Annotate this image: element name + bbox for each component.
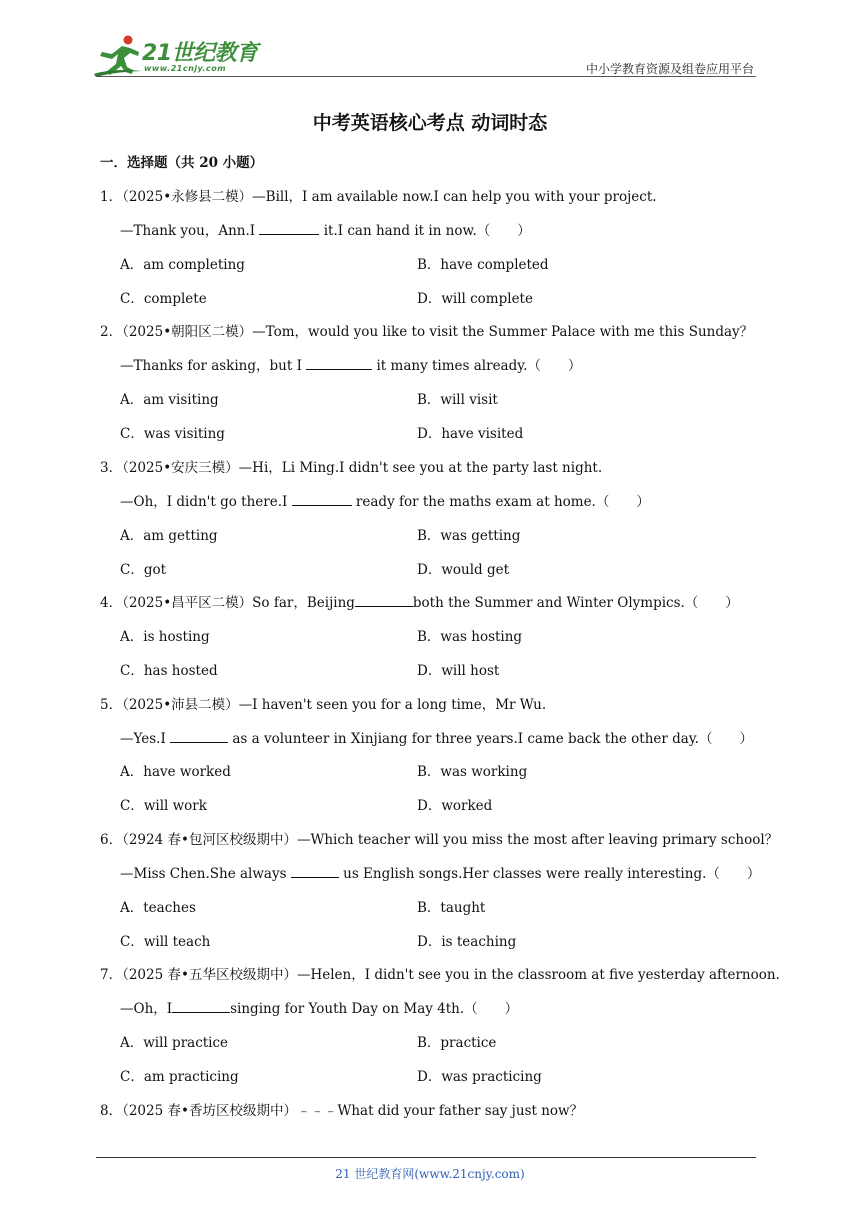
page-footer: 21 世纪教育网(www.21cnjy.com) bbox=[335, 1167, 525, 1181]
question-stem: 4．（2025•昌平区二模）So far，Beijing both the Summer and Winter Olympics.（ ） bbox=[100, 595, 739, 611]
answer-blank bbox=[291, 865, 339, 878]
answer-blank bbox=[259, 222, 319, 235]
question-reply: —Thanks for asking，but I it many times already.（ ） bbox=[120, 358, 582, 374]
question-stem: 6．（2924 春•包河区校级期中）—Which teacher will you miss the most after leaving primary school？ bbox=[100, 832, 779, 848]
option-c: C．got bbox=[120, 562, 167, 578]
question-stem: 5．（2025•沛县二模）—I haven't seen you for a long time，Mr Wu. bbox=[100, 697, 547, 713]
option-c: C．was visiting bbox=[120, 426, 225, 442]
option-b: B．was hosting bbox=[417, 629, 523, 645]
option-c: C．will work bbox=[120, 798, 207, 814]
option-b: B．have completed bbox=[417, 257, 549, 273]
header-platform-text: 中小学教育资源及组卷应用平台 bbox=[585, 62, 754, 76]
option-a: A．will practice bbox=[120, 1035, 229, 1051]
option-d: D．worked bbox=[417, 798, 493, 814]
option-a: A．have worked bbox=[120, 764, 231, 780]
option-b: B．was working bbox=[417, 764, 528, 780]
option-d: D．was practicing bbox=[417, 1069, 542, 1085]
option-a: A．am visiting bbox=[120, 392, 219, 408]
option-c: C．complete bbox=[120, 291, 207, 307]
page-header bbox=[0, 0, 860, 80]
option-b: B．practice bbox=[417, 1035, 497, 1051]
question-reply: —Miss Chen.She always us English songs.Her classes were really interesting.（ ） bbox=[120, 866, 761, 882]
option-d: D．would get bbox=[417, 562, 510, 578]
page-title: 中考英语核心考点 动词时态 bbox=[312, 112, 548, 134]
option-c: C．am practicing bbox=[120, 1069, 239, 1085]
option-a: A．teaches bbox=[120, 900, 196, 916]
question-reply: —Thank you，Ann.I it.I can hand it in now.（ ） bbox=[120, 223, 531, 239]
option-d: D．will complete bbox=[417, 291, 533, 307]
question-stem: 3．（2025•安庆三模）—Hi，Li Ming.I didn't see you at the party last night. bbox=[100, 460, 603, 476]
question-stem: 8．（2025 春•香坊区校级期中）﹣﹣﹣What did your father say just now？ bbox=[100, 1103, 584, 1119]
header-divider bbox=[96, 76, 756, 77]
answer-blank bbox=[292, 493, 352, 506]
option-c: C．will teach bbox=[120, 934, 211, 950]
logo-url: www.21cnjy.com bbox=[144, 64, 227, 73]
runner-logo-icon bbox=[92, 34, 144, 78]
option-b: B．taught bbox=[417, 900, 486, 916]
option-a: A．am getting bbox=[120, 528, 218, 544]
logo bbox=[92, 34, 262, 78]
question-reply: —Yes.I as a volunteer in Xinjiang for three years.I came back the other day.（ ） bbox=[120, 731, 753, 747]
option-d: D．have visited bbox=[417, 426, 524, 442]
section-heading: 一．选择题（共 20 小题） bbox=[100, 155, 264, 171]
option-b: B．will visit bbox=[417, 392, 498, 408]
logo-text: 21世纪教育 bbox=[142, 41, 258, 66]
answer-blank bbox=[172, 1000, 230, 1013]
option-d: D．will host bbox=[417, 663, 500, 679]
option-a: A．am completing bbox=[120, 257, 245, 273]
question-stem: 7．（2025 春•五华区校级期中）—Helen，I didn't see you in the classroom at five yesterday afternoon. bbox=[100, 967, 780, 983]
answer-blank bbox=[306, 357, 372, 370]
option-d: D．is teaching bbox=[417, 934, 517, 950]
option-a: A．is hosting bbox=[120, 629, 210, 645]
question-reply: —Oh，I didn't go there.I ready for the maths exam at home.（ ） bbox=[120, 494, 650, 510]
footer-divider bbox=[96, 1157, 756, 1158]
answer-blank bbox=[355, 594, 413, 607]
answer-blank bbox=[170, 730, 228, 743]
question-stem: 1．（2025•永修县二模）—Bill，I am available now.I can help you with your project. bbox=[100, 189, 657, 205]
question-reply: —Oh，I singing for Youth Day on May 4th.（ ） bbox=[120, 1001, 519, 1017]
question-stem: 2．（2025•朝阳区二模）—Tom，would you like to visit the Summer Palace with me this Sunday？ bbox=[100, 324, 754, 340]
option-c: C．has hosted bbox=[120, 663, 218, 679]
option-b: B．was getting bbox=[417, 528, 521, 544]
